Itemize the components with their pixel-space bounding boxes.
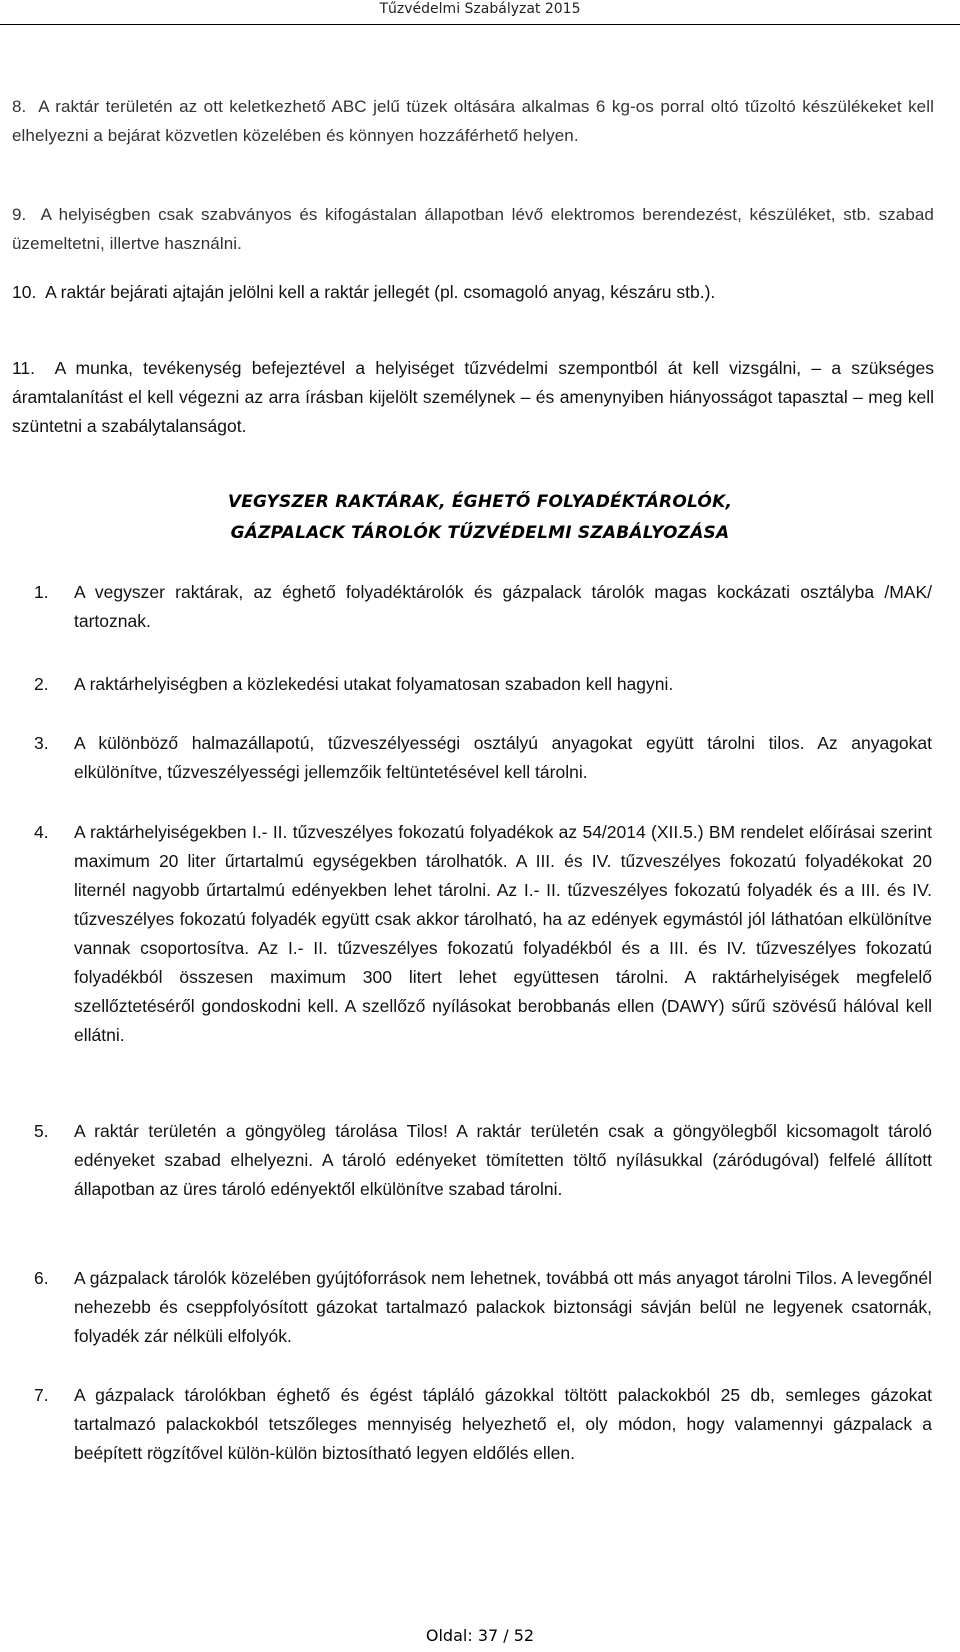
list-item [34, 818, 932, 1050]
item-body: A munka, tevékenység befejeztével a helyiséget tűzvédelmi szempontból át kell vizsgálni, – a szükséges áramtalanítást el kell végezni az arra írásban kijelölt személynek – és amenynyiben hiányosságot tapasztal – meg kell szüntetni a szabálytalanságot. [12, 358, 934, 436]
item-text [12, 200, 934, 258]
item-body: A vegyszer raktárak, az éghető folyadéktárolók és gázpalack tárolók magas kockázati osztályba /MAK/ tartoznak. [74, 582, 932, 631]
item-text [12, 92, 934, 150]
section-heading-line2: GÁZPALACK TÁROLÓK TŰZVÉDELMI SZABÁLYOZÁSA [230, 523, 730, 543]
item-body: A raktár területén a göngyöleg tárolása Tilos! A raktár területén csak a göngyölegből kicsomagolt tároló edényeket szabad elhelyezni. A tároló edényeket tömítetten töltő nyílásukkal (záródugóval) felfelé állított állapotban az üres tároló edényektől elkülönítve szabad tárolni. [74, 1121, 932, 1199]
item-number: 7. [34, 1385, 49, 1405]
list-item [12, 92, 934, 150]
header-title: Tűzvédelmi Szabályzat 2015 [379, 1, 581, 17]
item-body: A raktár bejárati ajtaján jelölni kell a raktár jellegét (pl. csomagoló anyag, készáru stb.). [45, 282, 716, 302]
page-header [0, 0, 960, 17]
list-item [34, 1264, 932, 1351]
item-number: 4. [34, 822, 49, 842]
item-number: 3. [34, 733, 49, 753]
item-number: 1. [34, 582, 49, 602]
page-number: Oldal: 37 / 52 [425, 1626, 535, 1645]
list-item [34, 1117, 932, 1204]
item-number: 6. [34, 1268, 49, 1288]
item-body: A helyiségben csak szabványos és kifogástalan állapotban lévő elektromos berendezést, készüléket, stb. szabad üzemeltetni, illertve használni. [12, 205, 934, 253]
item-body: A raktárhelyiségben a közlekedési utakat folyamatosan szabadon kell hagyni. [74, 674, 674, 694]
list-item [34, 1381, 932, 1468]
list-item [12, 354, 934, 441]
item-number: 5. [34, 1121, 49, 1141]
item-number: 2. [34, 674, 49, 694]
section-heading-line1: VEGYSZER RAKTÁRAK, ÉGHETŐ FOLYADÉKTÁROLÓK, [227, 492, 733, 512]
item-body: A raktárhelyiségekben I.- II. tűzveszélyes fokozatú folyadékok az 54/2014 (XII.5.) BM rendelet előírásai szerint maximum 20 liter űrtartalmú egységekben tárolhatók. A III. és IV. tűzveszélyes fokozatú folyadékokat 20 liternél nagyobb űrtartalmú edényekben lehet tárolni. Az I.- II. tűzveszélyes fokozatú folyadék és a III. és IV. tűzveszélyes fokozatú folyadék együtt csak akkor tárolható, ha az edények egymástól jól láthatóan elkülönítve vannak csoportosítva. Az I.- II. tűzveszélyes fokozatú folyadékból és a III. és IV. tűzveszélyes fokozatú folyadékból összesen maximum 300 litert lehet együttesen tárolni. A raktárhelyiségek megfelelő szellőztetéséről gondoskodni kell. A szellőző nyílásokat berobbanás ellen (DAWY) sűrű szövésű hálóval kell ellátni. [74, 822, 932, 1045]
list-item [34, 578, 932, 636]
item-number: 11. [12, 358, 36, 378]
section-heading [0, 487, 960, 549]
list-item [12, 200, 934, 258]
item-text [12, 354, 934, 441]
item-body: A gázpalack tárolók közelében gyújtóforrások nem lehetnek, továbbá ott más anyagot tárolni Tilos. A levegőnél nehezebb és cseppfolyósított gázokat tartalmazó palackok biztonsági sávján belül ne legyenek csatornák, folyadék zár nélküli elfolyók. [74, 1268, 932, 1346]
list-item [34, 729, 932, 787]
item-number: 9. [12, 205, 27, 224]
list-item [34, 670, 932, 699]
item-text [12, 278, 934, 307]
item-body: A különböző halmazállapotú, tűzveszélyességi osztályú anyagokat együtt tárolni tilos. Az anyagokat elkülönítve, tűzveszélyességi jellemzőik feltüntetésével kell tárolni. [74, 733, 932, 782]
item-body: A gázpalack tárolókban éghető és égést tápláló gázokkal töltött palackokból 25 db, semleges gázokat tartalmazó palackokból tetszőleges mennyiség helyezhető el, oly módon, hogy valamennyi gázpalack a beépített rögzítővel külön-külön biztosítható legyen eldőlés ellen. [74, 1385, 932, 1463]
item-body: A raktár területén az ott keletkezhető ABC jelű tüzek oltására alkalmas 6 kg-os porral oltó tűzoltó készülékeket kell elhelyezni a bejárat közvetlen közelében és könnyen hozzáférhető helyen. [12, 97, 934, 145]
header-rule [0, 24, 960, 25]
page-footer [0, 1626, 960, 1645]
item-number: 8. [12, 97, 27, 116]
list-item [12, 278, 934, 307]
item-number: 10. [12, 282, 37, 302]
